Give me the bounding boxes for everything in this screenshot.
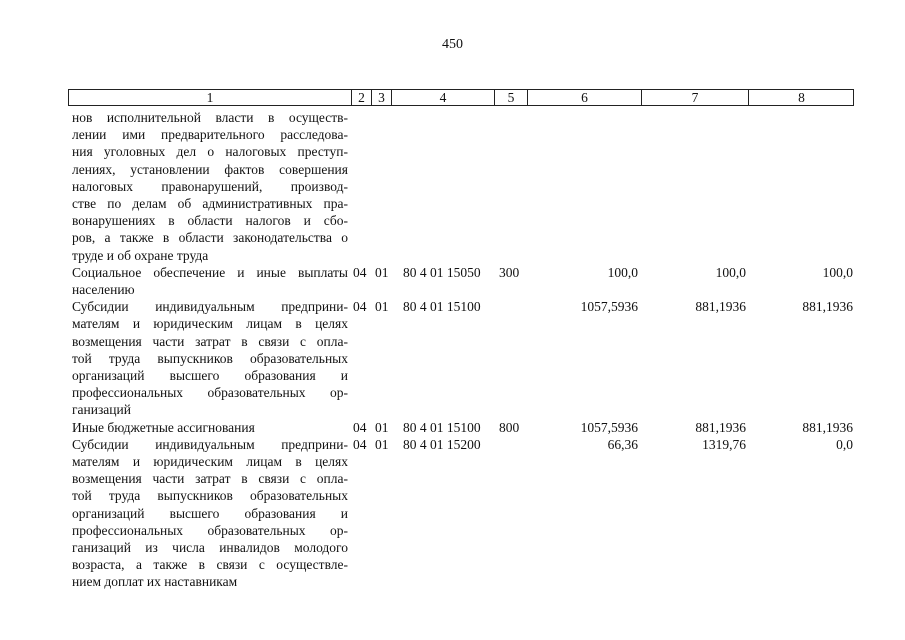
cell-c6: 1057,5936	[580, 299, 638, 315]
description-line: ния уголовных дел о налоговых преступ-	[72, 144, 348, 160]
header-col-5: 5	[494, 90, 527, 105]
row-description	[72, 109, 348, 264]
description-line: налоговых правонарушений, производ-	[72, 178, 348, 194]
description-line: той труда выпускников образовательных	[72, 350, 348, 366]
description-line: Социальное обеспечение и иные выплаты	[72, 264, 348, 280]
description-line: ганизаций	[72, 402, 131, 418]
description-line: ганизаций из числа инвалидов молодого	[72, 539, 348, 555]
cell-c8: 881,1936	[802, 299, 853, 315]
description-line: мателям и юридическим лицам в целях	[72, 453, 348, 469]
cell-c3: 01	[375, 299, 389, 315]
row-description	[72, 436, 348, 591]
description-line: вонарушениях в области налогов и сбо-	[72, 213, 348, 229]
description-line: стве по делам об административных пра-	[72, 195, 348, 211]
cell-c4: 80 4 01 15100	[403, 419, 481, 435]
page-number: 450	[442, 37, 463, 52]
description-line: той труда выпускников образовательных	[72, 488, 348, 504]
description-line: возраста, а также в связи с осуществле-	[72, 557, 348, 573]
cell-c6: 1057,5936	[580, 419, 638, 435]
description-line: труде и об охране труда	[72, 247, 209, 263]
cell-c7: 881,1936	[695, 299, 746, 315]
row-description	[72, 298, 348, 418]
description-line: населению	[72, 281, 135, 297]
cell-c3: 01	[375, 436, 389, 452]
cell-c8: 100,0	[822, 264, 853, 280]
description-line: Субсидии индивидуальным предприни-	[72, 436, 348, 452]
description-line: Субсидии индивидуальным предприни-	[72, 299, 348, 315]
description-line: организаций высшего образования и	[72, 367, 348, 383]
cell-c4: 80 4 01 15050	[403, 264, 481, 280]
row-description	[72, 419, 348, 436]
header-col-1: 1	[206, 90, 214, 105]
cell-c7: 1319,76	[702, 436, 746, 452]
description-line: лении ими предварительного расследова-	[72, 127, 348, 143]
cell-c7: 881,1936	[695, 419, 746, 435]
description-line: лениях, установлении фактов совершения	[72, 161, 348, 177]
cell-c4: 80 4 01 15100	[403, 299, 481, 315]
cell-c8: 881,1936	[802, 419, 853, 435]
description-line: профессиональных образовательных ор-	[72, 522, 348, 538]
table-header	[68, 89, 854, 106]
description-line: ров, а также в области законодательства о	[72, 230, 348, 246]
cell-c3: 01	[375, 419, 389, 435]
cell-c6: 66,36	[607, 436, 638, 452]
description-line: нов исполнительной власти в осуществ-	[72, 110, 348, 125]
header-col-6: 6	[527, 90, 641, 105]
description-line: нием доплат их наставникам	[72, 574, 238, 590]
description-line: профессиональных образовательных ор-	[72, 385, 348, 401]
cell-c7: 100,0	[715, 264, 746, 280]
description-line: возмещения части затрат в связи с опла-	[72, 471, 348, 487]
cell-c4: 80 4 01 15200	[403, 436, 481, 452]
cell-c3: 01	[375, 264, 389, 280]
cell-c5: 300	[499, 264, 520, 280]
header-col-4: 4	[391, 90, 494, 105]
cell-c2: 04	[353, 264, 367, 280]
cell-c5: 800	[499, 419, 520, 435]
cell-c2: 04	[353, 436, 367, 452]
description-line: организаций высшего образования и	[72, 505, 348, 521]
cell-c2: 04	[353, 299, 367, 315]
cell-c6: 100,0	[607, 264, 638, 280]
description-line: Иные бюджетные ассигнования	[72, 419, 255, 435]
description-line: возмещения части затрат в связи с опла-	[72, 333, 348, 349]
header-col-3: 3	[371, 90, 391, 105]
header-col-7: 7	[641, 90, 748, 105]
cell-c8: 0,0	[836, 436, 853, 452]
header-col-2: 2	[351, 90, 371, 105]
header-col-8: 8	[748, 90, 854, 105]
row-description	[72, 264, 348, 298]
description-line: мателям и юридическим лицам в целях	[72, 316, 348, 332]
cell-c2: 04	[353, 419, 367, 435]
